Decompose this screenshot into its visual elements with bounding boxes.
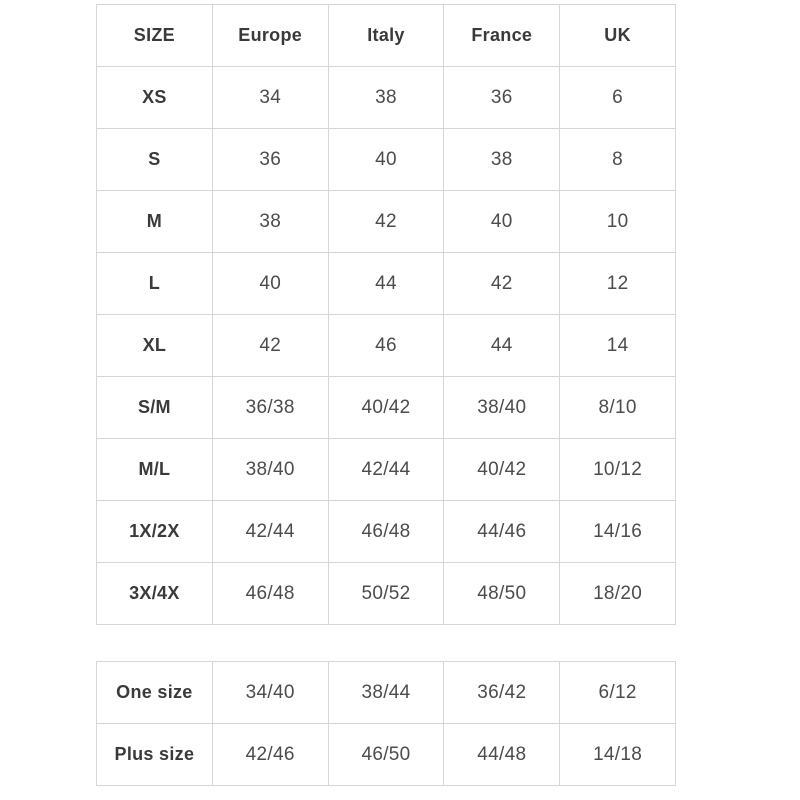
table-row	[97, 191, 676, 253]
column-header-size: SIZE	[97, 5, 213, 67]
row-size-label: 1X/2X	[97, 501, 213, 563]
column-header-uk: UK	[560, 5, 676, 67]
size-value-cell: 40	[212, 253, 328, 315]
table-row	[97, 563, 676, 625]
size-table-body	[97, 67, 676, 625]
size-value-cell: 6	[560, 67, 676, 129]
size-value-cell: 38	[328, 67, 444, 129]
row-size-label: S/M	[97, 377, 213, 439]
size-value-cell: 42	[212, 315, 328, 377]
table-row	[97, 724, 676, 786]
row-size-label: M/L	[97, 439, 213, 501]
size-value-cell: 38/40	[444, 377, 560, 439]
size-value-cell: 34/40	[212, 662, 328, 724]
size-value-cell: 8	[560, 129, 676, 191]
size-value-cell: 14/18	[560, 724, 676, 786]
size-value-cell: 44/46	[444, 501, 560, 563]
size-value-cell: 14/16	[560, 501, 676, 563]
row-size-label: S	[97, 129, 213, 191]
size-value-cell: 40	[444, 191, 560, 253]
size-value-cell: 46/48	[328, 501, 444, 563]
row-size-label: XL	[97, 315, 213, 377]
size-value-cell: 34	[212, 67, 328, 129]
size-value-cell: 18/20	[560, 563, 676, 625]
size-value-cell: 44	[328, 253, 444, 315]
table-row	[97, 315, 676, 377]
special-size-table-body	[97, 662, 676, 786]
size-value-cell: 42/46	[212, 724, 328, 786]
table-row	[97, 662, 676, 724]
size-value-cell: 36/38	[212, 377, 328, 439]
table-header-row	[97, 5, 676, 67]
size-value-cell: 10	[560, 191, 676, 253]
size-value-cell: 38/44	[328, 662, 444, 724]
size-value-cell: 40/42	[328, 377, 444, 439]
table-row	[97, 67, 676, 129]
size-value-cell: 36	[212, 129, 328, 191]
row-size-label: Plus size	[97, 724, 213, 786]
size-value-cell: 40/42	[444, 439, 560, 501]
column-header-europe: Europe	[212, 5, 328, 67]
column-header-france: France	[444, 5, 560, 67]
size-value-cell: 36	[444, 67, 560, 129]
size-value-cell: 48/50	[444, 563, 560, 625]
row-size-label: L	[97, 253, 213, 315]
size-table-head	[97, 5, 676, 67]
size-value-cell: 6/12	[560, 662, 676, 724]
size-value-cell: 42/44	[212, 501, 328, 563]
size-value-cell: 8/10	[560, 377, 676, 439]
size-value-cell: 38/40	[212, 439, 328, 501]
table-row	[97, 129, 676, 191]
size-value-cell: 10/12	[560, 439, 676, 501]
row-size-label: M	[97, 191, 213, 253]
table-row	[97, 253, 676, 315]
size-value-cell: 44	[444, 315, 560, 377]
size-value-cell: 46/50	[328, 724, 444, 786]
size-value-cell: 46	[328, 315, 444, 377]
size-value-cell: 40	[328, 129, 444, 191]
special-size-table	[96, 661, 676, 786]
size-value-cell: 42	[444, 253, 560, 315]
size-value-cell: 42	[328, 191, 444, 253]
table-row	[97, 501, 676, 563]
size-value-cell: 44/48	[444, 724, 560, 786]
size-value-cell: 14	[560, 315, 676, 377]
row-size-label: One size	[97, 662, 213, 724]
row-size-label: 3X/4X	[97, 563, 213, 625]
size-value-cell: 42/44	[328, 439, 444, 501]
table-row	[97, 439, 676, 501]
size-value-cell: 38	[212, 191, 328, 253]
size-value-cell: 38	[444, 129, 560, 191]
row-size-label: XS	[97, 67, 213, 129]
size-value-cell: 12	[560, 253, 676, 315]
size-value-cell: 50/52	[328, 563, 444, 625]
size-value-cell: 36/42	[444, 662, 560, 724]
column-header-italy: Italy	[328, 5, 444, 67]
table-row	[97, 377, 676, 439]
size-conversion-table	[96, 4, 676, 625]
size-value-cell: 46/48	[212, 563, 328, 625]
